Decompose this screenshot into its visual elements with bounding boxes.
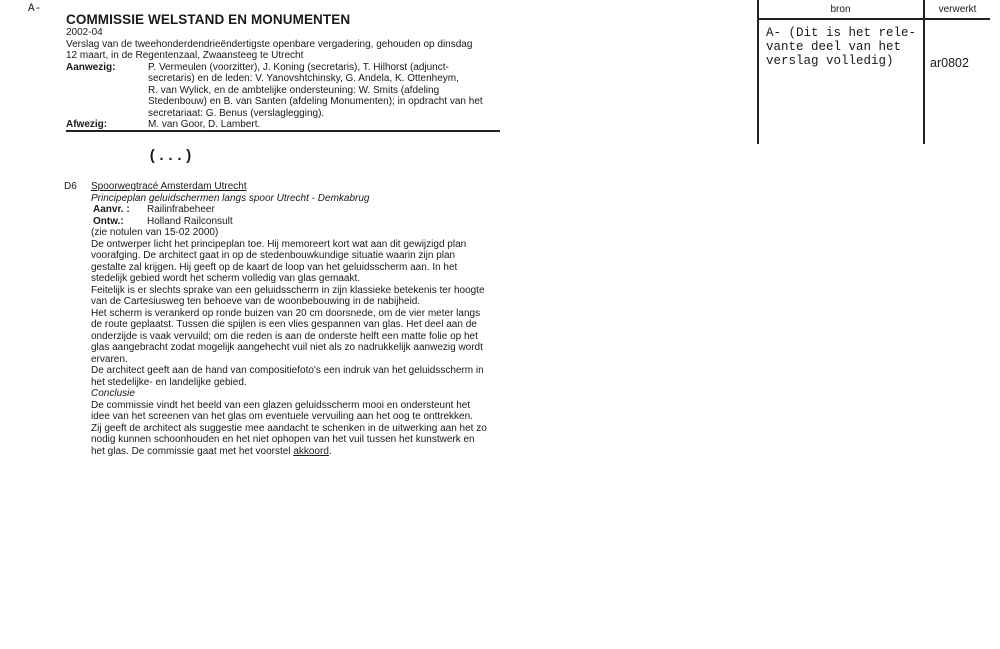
decision: akkoord bbox=[293, 445, 329, 457]
designer-label: Ontw.: bbox=[93, 215, 124, 227]
item-number: D6 bbox=[64, 181, 77, 192]
source-line: vante deel van het bbox=[766, 40, 902, 54]
source-line: verslag volledig) bbox=[766, 54, 894, 68]
paragraph-line: De architect geeft aan de hand van compositiefoto's een indruk van het geluidsscherm in bbox=[91, 365, 484, 376]
report-header bbox=[66, 12, 483, 131]
applicant: Railinfrabeheer bbox=[147, 204, 215, 215]
ellipsis: (...) bbox=[148, 148, 194, 165]
source-line: A- (Dit is het rele- bbox=[766, 26, 917, 40]
absent-value: M. van Goor, D. Lambert. bbox=[148, 119, 261, 130]
report-code: 2002-04 bbox=[66, 27, 103, 38]
processed-cell: ar0802 bbox=[930, 56, 969, 70]
paragraph-line: glas aangebracht zodat mogelijk aangehecht vuil niet als zo nadrukkelijk aanwezig wordt bbox=[91, 342, 483, 353]
header-divider bbox=[66, 130, 500, 132]
table-border-middle bbox=[923, 0, 925, 144]
paragraph-line: idee van het screenen van het glas om eventuele vervuiling aan het oog te onttrekken. bbox=[91, 411, 473, 422]
source-cell bbox=[766, 26, 916, 68]
present-line: R. van Wylick, en de ambtelijke ondersteuning: W. Smits (afdeling bbox=[148, 84, 440, 96]
reference: (zie notulen van 15-02 2000) bbox=[91, 227, 219, 238]
agenda-item bbox=[91, 181, 487, 457]
paragraph-line: stedelijk gebied wordt het scherm volledig van glas gemaakt. bbox=[91, 273, 361, 284]
paragraph-line: onderzijde is vaak vervuild; om die reden is aan de onderste helft een matte folie op het bbox=[91, 330, 478, 342]
designer: Holland Railconsult bbox=[147, 215, 233, 227]
absent-label: Afwezig: bbox=[66, 119, 108, 130]
item-subtitle: Principeplan geluidschermen langs spoor Utrecht - Demkabrug bbox=[91, 192, 370, 204]
present-line: P. Vermeulen (voorzitter), J. Koning (secretaris), T. Hilhorst (adjunct- bbox=[148, 61, 449, 73]
present-line: secretariaat: G. Benus (verslaglegging). bbox=[148, 107, 325, 119]
paragraph-line: de route geplaatst. Tussen die spijlen is een vlies gespannen van glas. Het deel aan de bbox=[91, 319, 477, 330]
final-line bbox=[91, 446, 487, 458]
margin-mark: A- bbox=[28, 3, 42, 15]
paragraph-line: ervaren. bbox=[91, 353, 128, 365]
paragraph-line: van de Cartesiusweg ten behoeve van de woonbebouwing in de nabijheid. bbox=[91, 296, 421, 307]
present-line: Stedenbouw) en B. van Santen (afdeling Monumenten); in opdracht van het bbox=[148, 96, 483, 107]
paragraph-line: gestalte zal krijgen. Hij geeft op de kaart de loop van het geluidsscherm aan. In het bbox=[91, 261, 458, 273]
table-border-left bbox=[757, 0, 759, 144]
paragraph-line: Zij geeft de architect als suggestie mee aandacht te schenken in de uitwerking aan het zo bbox=[91, 422, 487, 434]
table-header-divider bbox=[757, 18, 990, 20]
col-source-header: bron bbox=[830, 4, 851, 15]
paragraph-line: het stedelijke- en landelijke gebied. bbox=[91, 376, 247, 388]
col-processed-header: verwerkt bbox=[938, 4, 977, 15]
intro-line: 12 maart, in de Regentenzaal, Zwaansteeg te Utrecht bbox=[66, 50, 304, 61]
conclusion-label: Conclusie bbox=[91, 388, 135, 399]
paragraph-line: voorafging. De architect gaat in op de stedenbouwkundige situatie waarin zijn plan bbox=[91, 250, 456, 261]
intro-line: Verslag van de tweehonderdendrieëndertigste openbare vergadering, gehouden op dinsdag bbox=[66, 38, 473, 50]
paragraph-line: nodig kunnen schoonhouden en het niet ophopen van het vuil tussen het kunstwerk en bbox=[91, 434, 475, 445]
paragraph-line: Het scherm is verankerd op ronde buizen van 20 cm doorsnede, om de vier meter langs bbox=[91, 307, 481, 319]
paragraph-line: De commissie vindt het beeld van een glazen geluidsscherm mooi en ondersteunt het bbox=[91, 399, 471, 411]
paragraph-line: De ontwerper licht het principeplan toe. Hij memoreert kort wat aan dit gewijzigd plan bbox=[91, 238, 467, 250]
final-line-prefix: het glas. De commissie gaat met het voorstel bbox=[91, 445, 294, 457]
final-line-suffix: . bbox=[328, 445, 332, 457]
page-title: COMMISSIE WELSTAND EN MONUMENTEN bbox=[66, 12, 351, 27]
present-line: secretaris) en de leden: V. Yanovshtchinsky, G. Andela, K. Ottenheym, bbox=[148, 73, 459, 84]
present-label: Aanwezig: bbox=[66, 61, 116, 73]
item-title: Spoorwegtracé Amsterdam Utrecht bbox=[91, 181, 247, 192]
paragraph-line: Feitelijk is er slechts sprake van een geluidsscherm in zijn klassieke betekenis ter hoogte bbox=[91, 284, 485, 296]
applicant-label: Aanvr. : bbox=[93, 204, 130, 215]
